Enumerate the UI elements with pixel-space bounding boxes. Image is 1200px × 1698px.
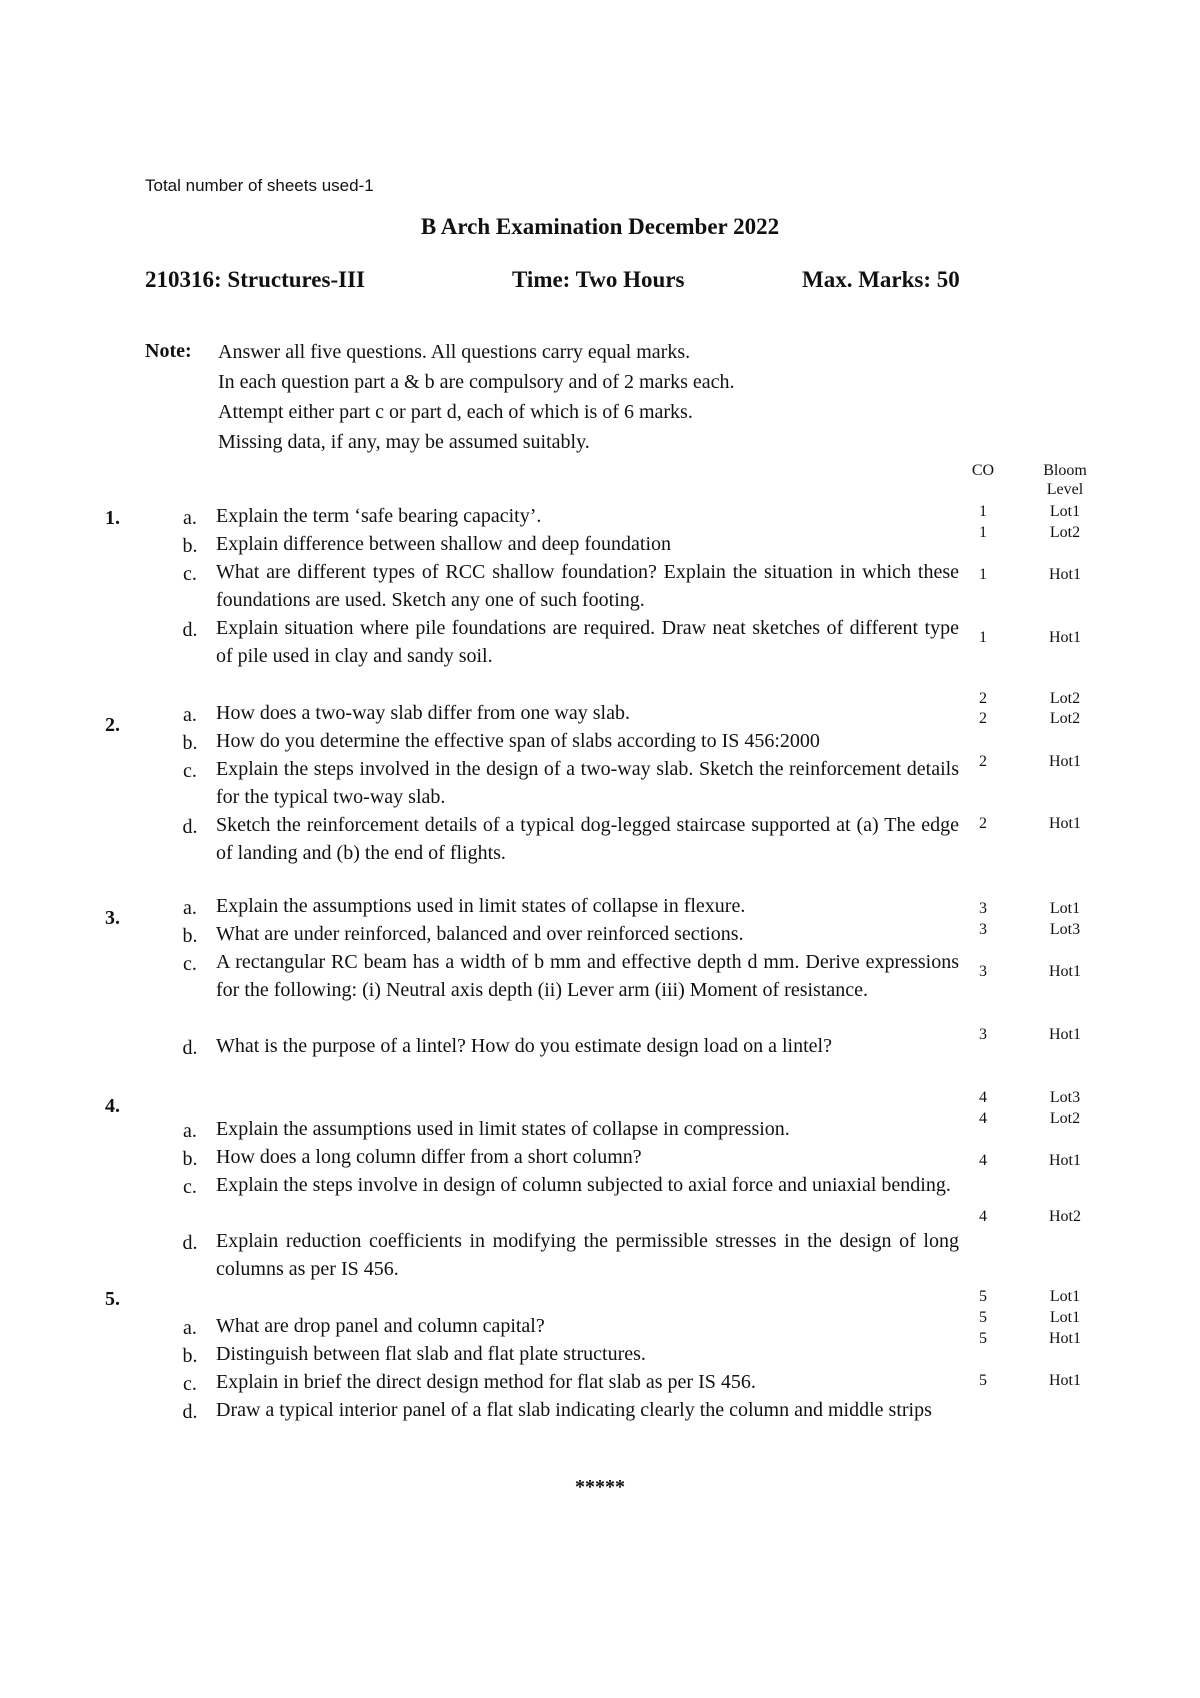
part-label: b.	[182, 1345, 198, 1367]
question-part-text: Explain difference between shallow and deep foundation	[216, 533, 672, 555]
part-label: c.	[183, 1176, 197, 1198]
bloom-level-value: Hot1	[1049, 1330, 1081, 1347]
question-part-text: How do you determine the effective span of slabs according to IS 456:2000	[216, 730, 820, 752]
bloom-level-value: Lot1	[1049, 1309, 1081, 1326]
co-value: 5	[979, 1309, 987, 1326]
co-value: 3	[979, 963, 987, 980]
part-label: d.	[182, 619, 198, 641]
bloom-level-value: Hot2	[1049, 1208, 1081, 1225]
co-value: 5	[979, 1372, 987, 1389]
note-line: Attempt either part c or part d, each of which is of 6 marks.	[218, 401, 693, 423]
question-part-text: How does a long column differ from a short column?	[216, 1146, 642, 1168]
part-label: c.	[183, 1373, 197, 1395]
co-value: 3	[979, 1026, 987, 1043]
bloom-level-value: Lot1	[1049, 1288, 1081, 1305]
note-line: In each question part a & b are compulsory and of 2 marks each.	[218, 371, 735, 393]
question-number: 5.	[105, 1288, 120, 1310]
end-of-paper-marker: *****	[575, 1476, 625, 1498]
exam-duration: Time: Two Hours	[512, 267, 685, 292]
question-part-text: A rectangular RC beam has a width of b mm and effective depth d mm. Derive expressions for the following: (i) Neutral axis depth (ii) Lever arm (iii) Moment of resistance.	[216, 951, 959, 1001]
question-part-text: Sketch the reinforcement details of a typical dog-legged staircase supported at (a) The edge of landing and (b) the end of flights.	[216, 814, 959, 864]
part-label: a.	[183, 1120, 197, 1142]
bloom-level-value: Lot1	[1049, 503, 1081, 520]
bloom-level-value: Hot1	[1049, 963, 1081, 980]
co-value: 2	[979, 815, 987, 832]
course-code-title: 210316: Structures-III	[145, 267, 365, 292]
bloom-level-value: Lot2	[1049, 710, 1081, 727]
max-marks: Max. Marks: 50	[802, 267, 960, 292]
co-value: 1	[979, 629, 987, 646]
exam-title: B Arch Examination December 2022	[420, 214, 780, 239]
question-part-text: Explain the assumptions used in limit states of collapse in flexure.	[216, 895, 746, 917]
bloom-level-value: Lot3	[1049, 921, 1081, 938]
part-label: a.	[183, 507, 197, 529]
question-number: 2.	[105, 714, 120, 736]
co-value: 3	[979, 921, 987, 938]
question-part-text: What are under reinforced, balanced and over reinforced sections.	[216, 923, 744, 945]
part-label: c.	[183, 563, 197, 585]
question-part-text: Explain the steps involved in the design of a two-way slab. Sketch the reinforcement details for the typical two-way slab.	[216, 758, 959, 808]
question-part-text: Explain in brief the direct design method for flat slab as per IS 456.	[216, 1371, 756, 1393]
part-label: b.	[182, 925, 198, 947]
co-value: 4	[979, 1208, 987, 1225]
question-part-text: Explain situation where pile foundations are required. Draw neat sketches of different type of pile used in clay and sandy soil.	[216, 617, 959, 667]
bloom-level-value: Hot1	[1049, 1152, 1081, 1169]
part-label: d.	[182, 1037, 198, 1059]
part-label: a.	[183, 704, 197, 726]
part-label: c.	[183, 953, 197, 975]
part-label: b.	[182, 732, 198, 754]
part-label: d.	[182, 816, 198, 838]
co-value: 5	[979, 1288, 987, 1305]
question-part-text: What is the purpose of a lintel? How do you estimate design load on a lintel?	[216, 1035, 832, 1057]
note-line: Answer all five questions. All questions carry equal marks.	[218, 341, 691, 363]
bloom-column-header-level: Level	[1046, 481, 1084, 498]
bloom-level-value: Hot1	[1049, 629, 1081, 646]
co-value: 1	[979, 503, 987, 520]
bloom-level-value: Hot1	[1049, 1372, 1081, 1389]
part-label: b.	[182, 1148, 198, 1170]
question-part-text: Draw a typical interior panel of a flat slab indicating clearly the column and middle strips	[216, 1399, 932, 1421]
bloom-level-value: Lot1	[1049, 900, 1081, 917]
co-value: 4	[979, 1110, 987, 1127]
bloom-level-value: Lot3	[1049, 1089, 1081, 1106]
question-part-text: What are drop panel and column capital?	[216, 1315, 545, 1337]
co-value: 1	[979, 566, 987, 583]
sheets-used-note: Total number of sheets used-1	[145, 176, 374, 195]
question-number: 3.	[105, 907, 120, 929]
bloom-level-value: Hot1	[1049, 1026, 1081, 1043]
co-column-header: CO	[971, 462, 995, 479]
note-line: Missing data, if any, may be assumed suitably.	[218, 431, 590, 453]
bloom-level-value: Hot1	[1049, 753, 1081, 770]
bloom-level-value: Lot2	[1049, 1110, 1081, 1127]
bloom-column-header: Bloom	[1043, 462, 1087, 479]
question-part-text: What are different types of RCC shallow foundation? Explain the situation in which these foundations are used. Sketch any one of such footing.	[216, 561, 959, 611]
co-value: 1	[979, 524, 987, 541]
part-label: d.	[182, 1401, 198, 1423]
part-label: a.	[183, 897, 197, 919]
part-label: a.	[183, 1317, 197, 1339]
part-label: b.	[182, 535, 198, 557]
bloom-level-value: Hot1	[1049, 815, 1081, 832]
question-part-text: Explain the assumptions used in limit states of collapse in compression.	[216, 1118, 790, 1140]
question-part-text: Explain the term ‘safe bearing capacity’.	[216, 505, 542, 527]
question-part-text: Explain the steps involve in design of column subjected to axial force and uniaxial bending.	[216, 1174, 951, 1196]
question-part-text: Distinguish between flat slab and flat plate structures.	[216, 1343, 646, 1365]
question-number: 4.	[105, 1095, 120, 1117]
part-label: d.	[182, 1232, 198, 1254]
co-value: 3	[979, 900, 987, 917]
bloom-level-value: Lot2	[1049, 690, 1081, 707]
part-label: c.	[183, 760, 197, 782]
question-part-text: How does a two-way slab differ from one way slab.	[216, 702, 630, 724]
co-value: 2	[979, 690, 987, 707]
co-value: 5	[979, 1330, 987, 1347]
co-value: 2	[979, 710, 987, 727]
co-value: 4	[979, 1089, 987, 1106]
bloom-level-value: Hot1	[1049, 566, 1081, 583]
co-value: 4	[979, 1152, 987, 1169]
question-part-text: Explain reduction coefficients in modifying the permissible stresses in the design of long columns as per IS 456.	[216, 1230, 959, 1280]
co-value: 2	[979, 753, 987, 770]
question-number: 1.	[105, 507, 120, 529]
note-label: Note:	[145, 340, 192, 362]
bloom-level-value: Lot2	[1049, 524, 1081, 541]
